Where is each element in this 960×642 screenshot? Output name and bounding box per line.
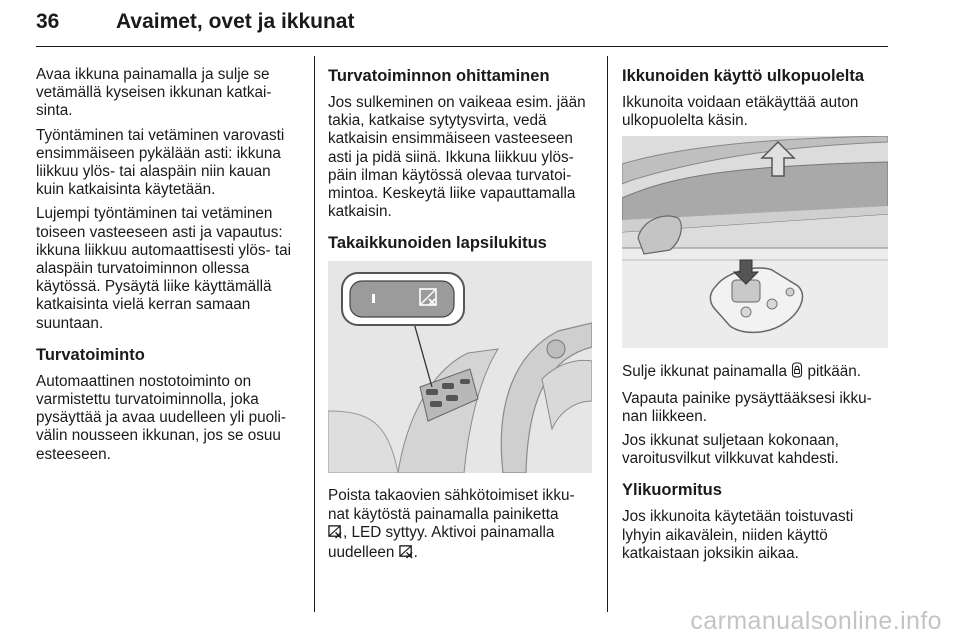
padlock-key-icon — [791, 362, 803, 383]
page-number: 36 — [36, 10, 60, 33]
paragraph-child-lock: Poista takaovien sähkötoimiset ikku-nat käytöstä painamalla painiketta , LED syttyy. Aktivoi painamalla uudelleen . — [328, 487, 592, 564]
paragraph-remote-intro: Ikkunoita voidaan etäkäyttää auton ulkopuolelta käsin. — [622, 94, 859, 130]
figure-door-switches — [328, 261, 592, 473]
column-1 — [36, 66, 300, 470]
paragraph-release-button: Vapauta painike pysäyttääksesi ikku-nan liikkeen. — [622, 389, 872, 425]
paragraph-override: Jos sulkeminen on vaikeaa esim. jään takia, katkaise sytytysvirta, vedä katkaisin ensimmäiseen vasteeseen asti ja pidä siinä. Ikkuna liikkuu ylös-päin ilman käytössä olevaa turvatoi-mintoa. Keskeytä liike vapauttamalla katkaisin. — [328, 94, 586, 221]
heading-child-lock: Takaikkunoiden lapsilukitus — [328, 234, 547, 253]
column-divider-1 — [314, 56, 315, 612]
paragraph-safety-function: Automaattinen nostotoiminto on varmistettu turvatoiminnolla, joka pysäyttää ja avaa uudelleen yli puoli-välin nousseen ikkunan, jos se osuu esteeseen. — [36, 372, 287, 463]
paragraph-first-stage: Työntäminen tai vetäminen varovasti ensimmäiseen pykälään asti: ikkuna liikkuu ylös- tai alaspäin niin kauan kuin katkaisinta käytetään. — [36, 126, 285, 199]
rear-window-lock-icon — [399, 544, 414, 564]
chapter-title: Avaimet, ovet ja ikkunat — [116, 10, 355, 33]
watermark: carmanualsonline.info — [690, 607, 942, 635]
heading-overload: Ylikuormitus — [622, 481, 722, 500]
column-3 — [622, 66, 888, 569]
paragraph-hazard-flash: Jos ikkunat suljetaan kokonaan, varoitusvilkut vilkkuvat kahdesti. — [622, 432, 839, 468]
page-header — [36, 0, 888, 47]
heading-override-safety: Turvatoiminnon ohittaminen — [328, 67, 550, 85]
column-divider-2 — [607, 56, 608, 612]
paragraph-open-close: Avaa ikkuna painamalla ja sulje se vetämällä kyseisen ikkunan katkai-sinta. — [36, 66, 272, 120]
rear-window-lock-icon — [328, 524, 343, 544]
paragraph-overload: Jos ikkunoita käytetään toistuvasti lyhyin aikavälein, niiden käyttö katkaistaan joksikin aikaa. — [622, 508, 854, 562]
heading-safety-function: Turvatoiminto — [36, 345, 145, 364]
paragraph-close-windows: Sulje ikkunat painamalla pitkään. — [622, 362, 888, 383]
heading-remote-operation: Ikkunoiden käyttö ulkopuolelta — [622, 67, 865, 85]
column-2 — [328, 66, 592, 570]
paragraph-second-stage: Lujempi työntäminen tai vetäminen toiseen vasteeseen asti ja vapautus: ikkuna liikkuu automaattisesti ylös- tai alaspäin turvatoiminnon ollessa käytössä. Pysäytä liike käyttämällä katkaisinta vielä kerran samaan suuntaan. — [36, 205, 292, 332]
figure-remote-key — [622, 136, 888, 348]
